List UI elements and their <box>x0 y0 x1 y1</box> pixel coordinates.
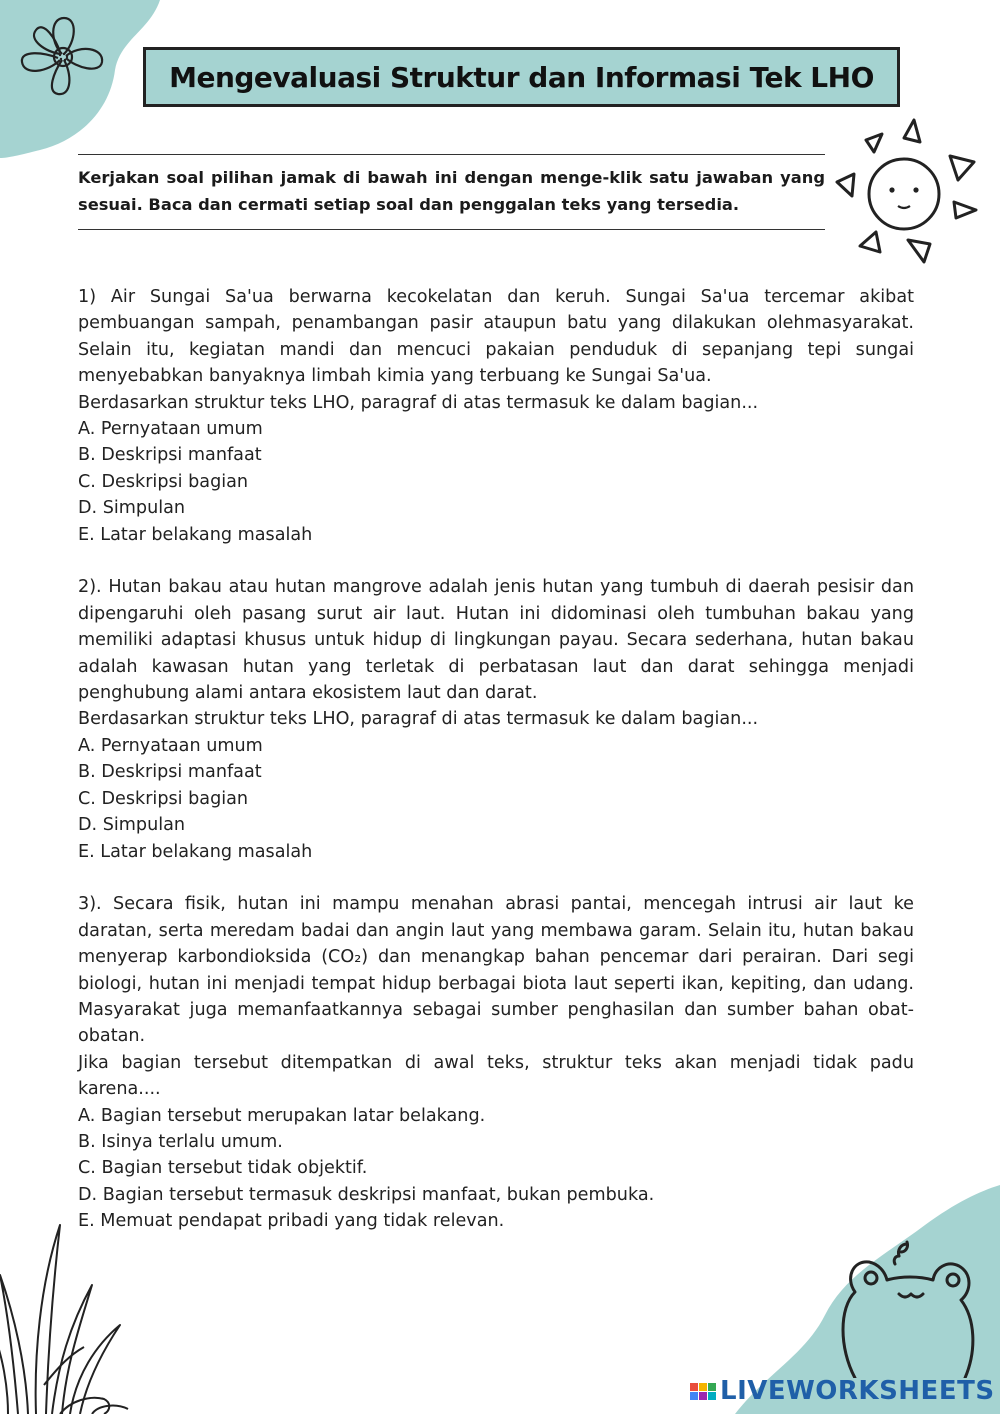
logo-badge-cell <box>699 1383 707 1391</box>
logo-badge <box>690 1383 716 1400</box>
logo-badge-cell <box>690 1383 698 1391</box>
answer-option-e[interactable]: E. Latar belakang masalah <box>78 524 313 545</box>
question-list <box>78 284 914 1261</box>
answer-option-b[interactable]: B. Deskripsi manfaat <box>78 445 262 466</box>
question-prompt: Berdasarkan struktur teks LHO, paragraf di atas termasuk ke dalam bagian... <box>78 709 759 730</box>
question-prompt: Berdasarkan struktur teks LHO, paragraf di atas termasuk ke dalam bagian... <box>78 392 759 413</box>
answer-option-a[interactable]: A. Bagian tersebut merupakan latar belakang. <box>78 1105 486 1126</box>
answer-option-d[interactable]: D. Bagian tersebut termasuk deskripsi manfaat, bukan pembuka. <box>78 1184 655 1205</box>
liveworksheets-logo <box>690 1374 995 1408</box>
answer-option-a[interactable]: A. Pernyataan umum <box>78 419 263 440</box>
answer-option-d[interactable]: D. Simpulan <box>78 815 186 836</box>
logo-text: LIVEWORKSHEETS <box>720 1376 995 1406</box>
logo-badge-cell <box>699 1392 707 1400</box>
answer-option-d[interactable]: D. Simpulan <box>78 498 186 519</box>
answer-option-b[interactable]: B. Deskripsi manfaat <box>78 762 262 783</box>
question-passage: 3). Secara fisik, hutan ini mampu menahan abrasi pantai, mencegah intrusi air laut ke daratan, serta meredam badai dan angin laut yang membawa garam. Selain itu, hutan bakau menyerap karbondioksida (CO₂) dan menangkap bahan pencemar dari perairan. Dari segi biologi, hutan ini menjadi tempat hidup berbagai biota laut seperti ikan, kepiting, dan udang. Masyarakat juga memanfaatkannya sebagai sumber penghasilan dan sumber bahan obat-obatan. <box>78 894 914 1047</box>
frog-icon <box>835 1238 985 1378</box>
question-passage: 1) Air Sungai Sa'ua berwarna kecokelatan dan keruh. Sungai Sa'ua tercemar akibat pembuangan sampah, penambangan pasir ataupun batu yang dilakukan olehmasyarakat. Selain itu, kegiatan mandi dan mencuci pakaian penduduk di sepanjang tepi sungai menyebabkan banyaknya limbah kimia yang terbuang ke Sungai Sa'ua. <box>78 287 914 387</box>
answer-option-c[interactable]: C. Deskripsi bagian <box>78 471 249 492</box>
question-3 <box>78 891 914 1234</box>
logo-badge-cell <box>690 1392 698 1400</box>
grass-icon <box>0 1215 140 1414</box>
answer-option-a[interactable]: A. Pernyataan umum <box>78 735 263 756</box>
question-passage: 2). Hutan bakau atau hutan mangrove adalah jenis hutan yang tumbuh di daerah pesisir dan dipengaruhi oleh pasang surut air laut. Hutan ini didominasi oleh tumbuhan bakau yang memiliki adaptasi khusus untuk hidup di lingkungan payau. Secara sederhana, hutan bakau adalah kawasan hutan yang terletak di perbatasan laut dan darat sehingga menjadi penghubung alami antara ekosistem laut dan darat. <box>78 577 914 704</box>
sun-icon <box>832 112 982 267</box>
instruction-bottom-rule <box>78 229 825 230</box>
answer-option-e[interactable]: E. Memuat pendapat pribadi yang tidak relevan. <box>78 1211 505 1232</box>
page-title: Mengevaluasi Struktur dan Informasi Tek LHO <box>169 60 874 94</box>
instructions: Kerjakan soal pilihan jamak di bawah ini dengan menge-klik satu jawaban yang sesuai. Baca dan cermati setiap soal dan penggalan teks yang tersedia. <box>78 168 825 214</box>
answer-option-c[interactable]: C. Bagian tersebut tidak objektif. <box>78 1158 368 1179</box>
question-1 <box>78 284 914 548</box>
title-banner <box>143 47 900 107</box>
logo-badge-cell <box>708 1383 716 1391</box>
question-prompt: Jika bagian tersebut ditempatkan di awal teks, struktur teks akan menjadi tidak padu karena.... <box>78 1052 914 1100</box>
flower-icon <box>14 12 110 100</box>
answer-option-c[interactable]: C. Deskripsi bagian <box>78 788 249 809</box>
question-2 <box>78 574 914 864</box>
answer-option-b[interactable]: B. Isinya terlalu umum. <box>78 1131 283 1152</box>
answer-option-e[interactable]: E. Latar belakang masalah <box>78 841 313 862</box>
logo-badge-cell <box>708 1392 716 1400</box>
instruction-top-rule <box>78 154 825 155</box>
